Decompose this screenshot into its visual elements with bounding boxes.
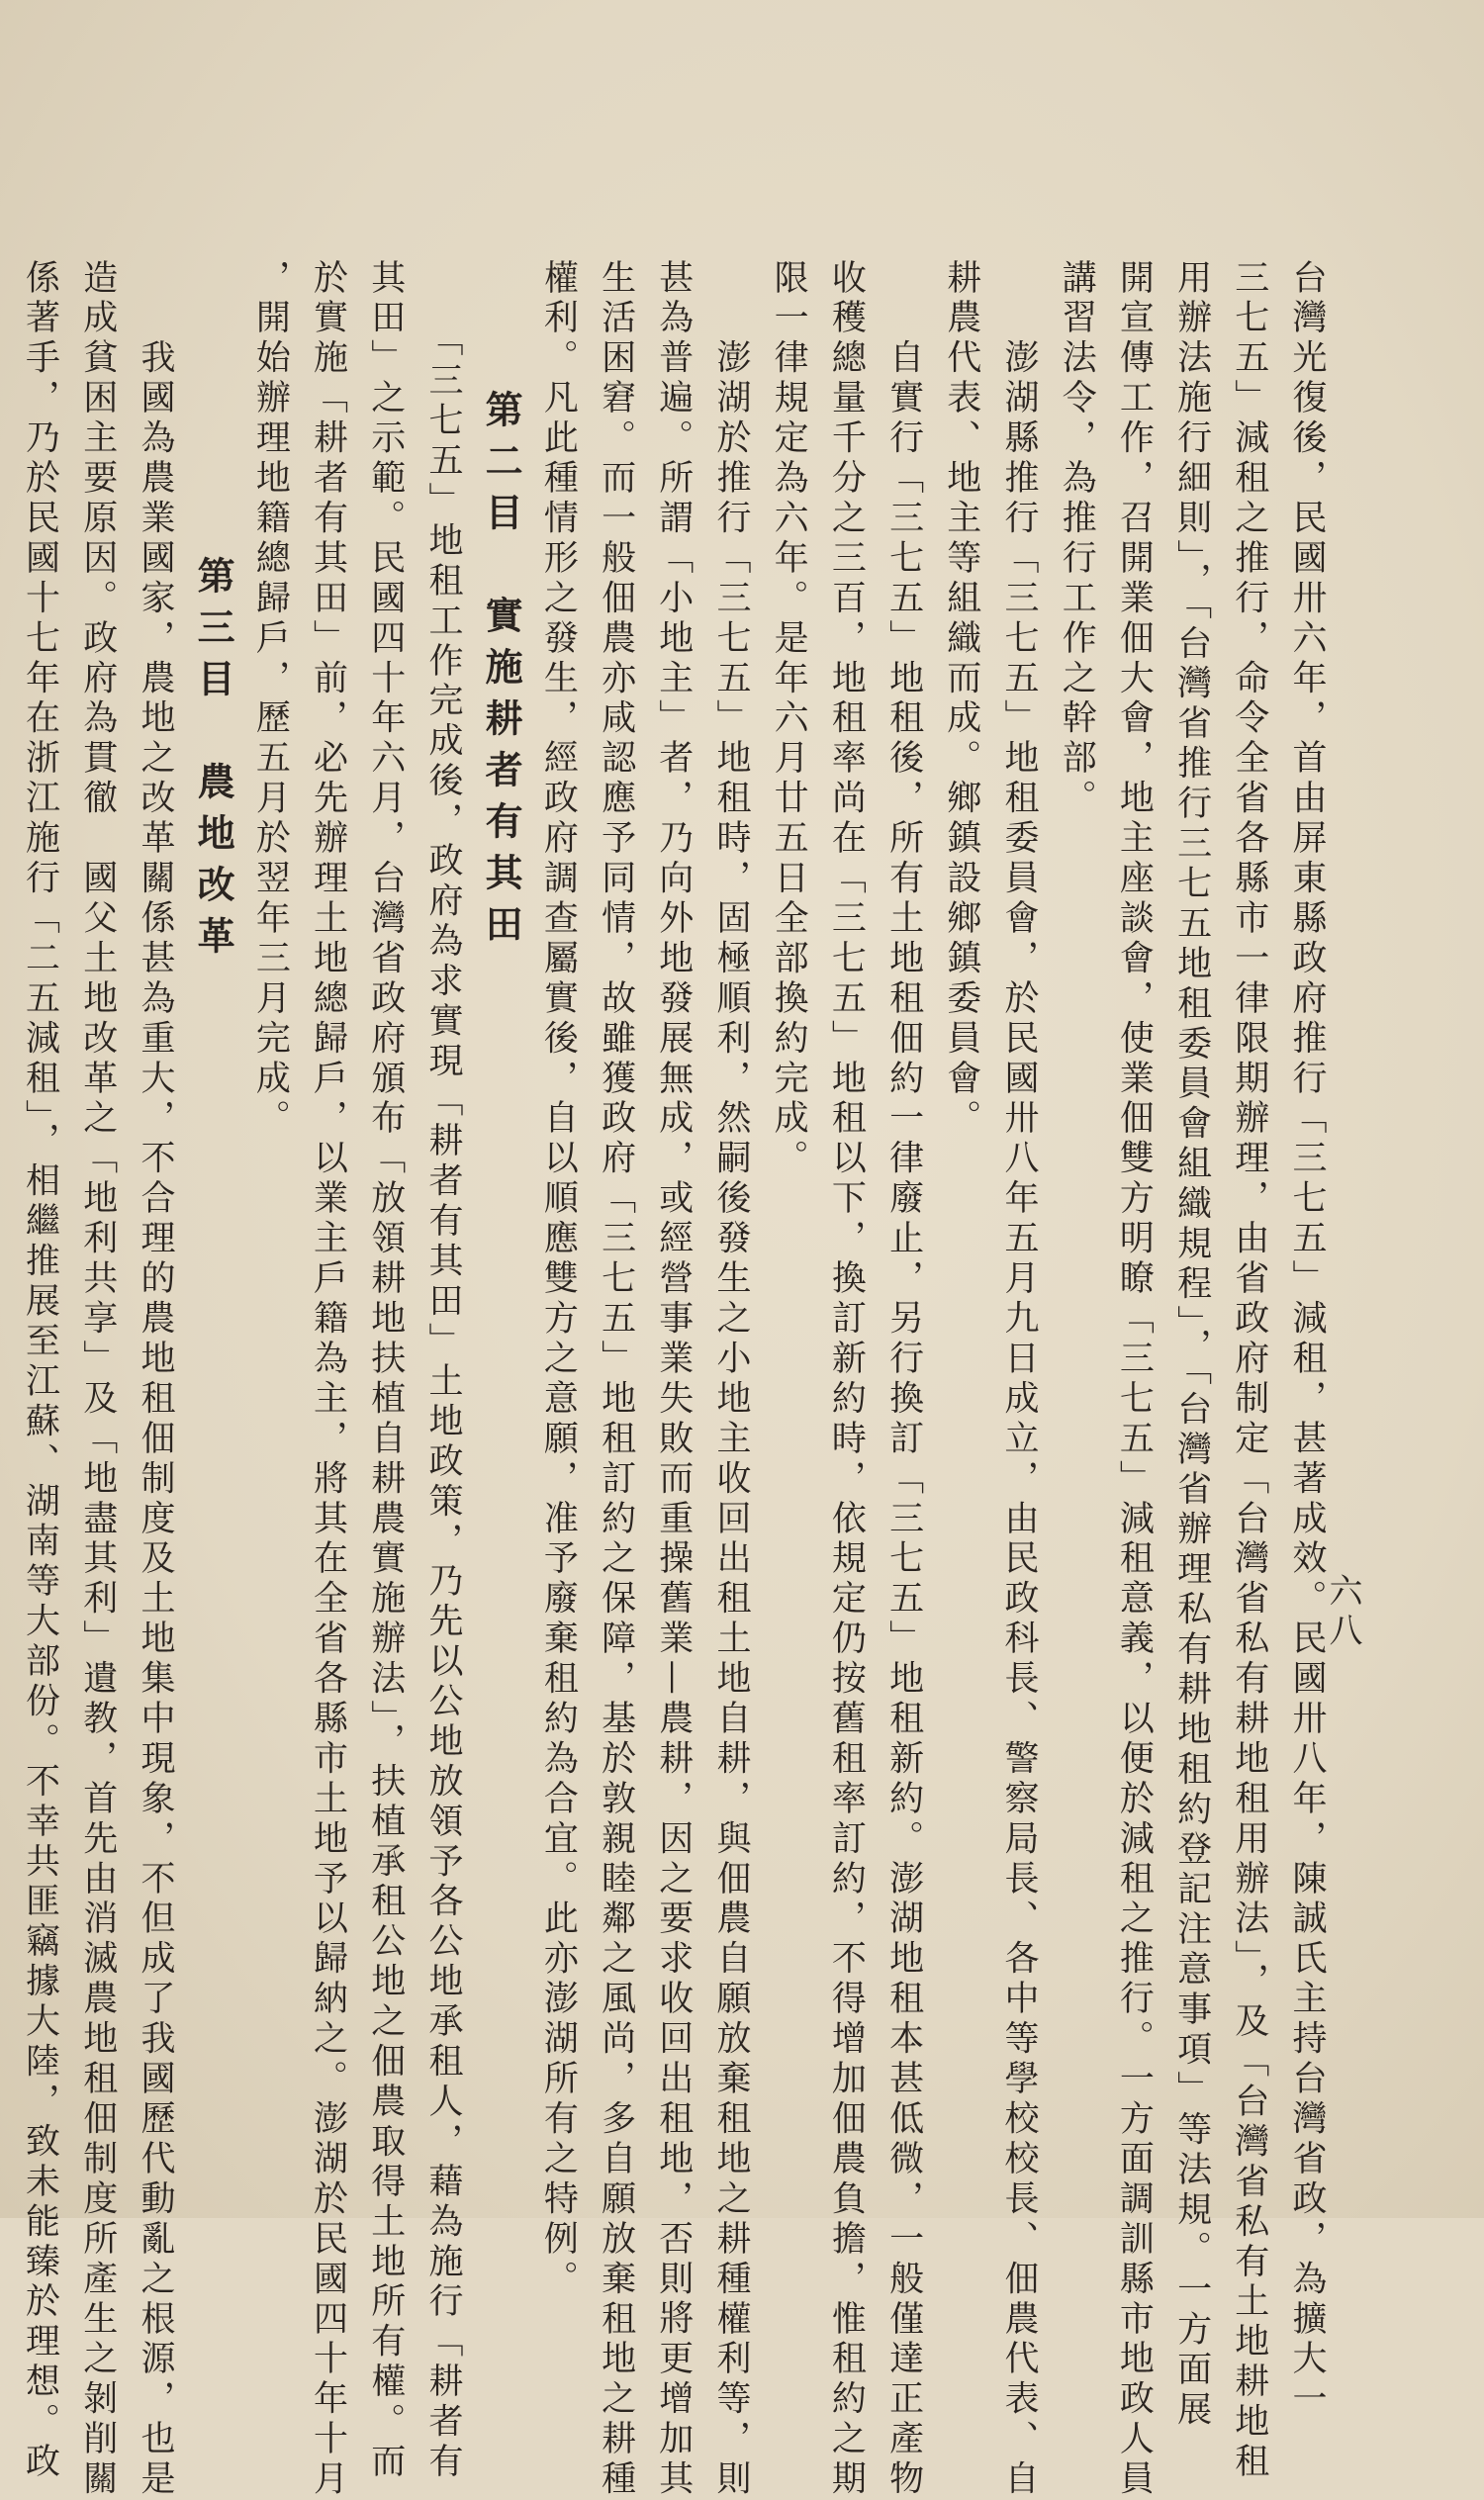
text-line: 耕農代表、地主等組織而成。鄉鎮設鄉鎮委員會。 (941, 259, 981, 1140)
text-line: 係著手，乃於民國十七年在浙江施行「二五減租」，相繼推展至江蘇、湖南等大部份。不幸共匪竊據大陸，致未能臻於理想。政 (20, 259, 60, 2483)
text-line: 於實施「耕者有其田」前，必先辦理土地總歸戶，以業主戶籍為主，將其在全省各縣市土地予以歸納之。澎湖於民國四十年十月 (308, 259, 348, 2500)
section-heading: 第三目 農地改革 (191, 556, 236, 968)
text-line: 三七五」減租之推行，命令全省各縣市一律限期辦理，由省政府制定「台灣省私有耕地租用辦法」，及「台灣省私有土地耕地租 (1229, 259, 1269, 2483)
text-line: 開宣傳工作，召開業佃大會，地主座談會，使業佃雙方明瞭「三七五」減租意義，以便於減租之推行。一方面調訓縣市地政人員 (1114, 259, 1155, 2500)
text-line: 用辦法施行細則」，「台灣省推行三七五地租委員會組織規程」，「台灣省辦理私有耕地租約登記注意事項」等法規。一方面展 (1171, 259, 1212, 2432)
text-line: 生活困窘。而一般佃農亦咸認應予同情，故雖獲政府「三七五」地租訂約之保障，基於敦親睦鄰之風尚，多自願放棄租地之耕種 (596, 259, 636, 2500)
text-line: 我國為農業國家，農地之改革關係甚為重大，不合理的農地租佃制度及土地集中現象，不但成了我國歷代動亂之根源，也是 (135, 259, 175, 2500)
body-text (11, 259, 1336, 2500)
text-line: 甚為普遍。所謂「小地主」者，乃向外地發展無成，或經營事業失敗而重操舊業—農耕，因之要求收回出租地，否則將更增加其 (653, 259, 694, 2500)
text-line: 權利。凡此種情形之發生，經政府調查屬實後，自以順應雙方之意願，准予廢棄租約為合宜。此亦澎湖所有之特例。 (538, 259, 579, 2300)
text-line: ，開始辦理地籍總歸戶，歷五月於翌年三月完成。 (250, 259, 291, 1140)
text-line: 其田」之示範。民國四十年六月，台灣省政府頒布「放領耕地扶植自耕農實施辦法」，扶植承租公地之佃農取得土地所有權。而 (365, 259, 406, 2483)
text-line: 收穫總量千分之三百，地租率尚在「三七五」地租以下，換訂新約時，依規定仍按舊租率訂約，不得增加佃農負擔，惟租約之期 (826, 259, 867, 2500)
text-line: 自實行「三七五」地租後，所有土地租佃約一律廢止，另行換訂「三七五」地租新約。澎湖地租本甚低微，一般僅達正產物 (883, 259, 924, 2500)
text-line: 造成貧困主要原因。政府為貫徹 國父土地改革之「地利共享」及「地盡其利」遺教，首先由消滅農地租佃制度所產生之剝削關 (77, 259, 118, 2500)
section-heading: 第二目 實施耕者有其田 (479, 390, 524, 956)
text-line: 澎湖縣推行「三七五」地租委員會，於民國卅八年五月九日成立，由民政科長、警察局長、各中等學校校長、佃農代表、自 (998, 259, 1039, 2500)
text-line: 限一律規定為六年。是年六月廿五日全部換約完成。 (769, 259, 809, 1180)
text-line: 台灣光復後，民國卅六年，首由屏東縣政府推行「三七五」減租，甚著成效。民國卅八年，陳誠氏主持台灣省政，為擴大一 (1287, 259, 1327, 2421)
text-line: 澎湖於推行「三七五」地租時，固極順利，然嗣後發生之小地主收回出租土地自耕，與佃農自願放棄租地之耕種權利等，則 (710, 259, 751, 2500)
text-line: 講習法令，為推行工作之幹部。 (1057, 259, 1097, 820)
text-line: 「三七五」地租工作完成後，政府為求實現「耕者有其田」土地政策，乃先以公地放領予各公地承租人，藉為施行「耕者有 (422, 259, 463, 2483)
page-number: 六八 (1323, 1573, 1362, 1652)
